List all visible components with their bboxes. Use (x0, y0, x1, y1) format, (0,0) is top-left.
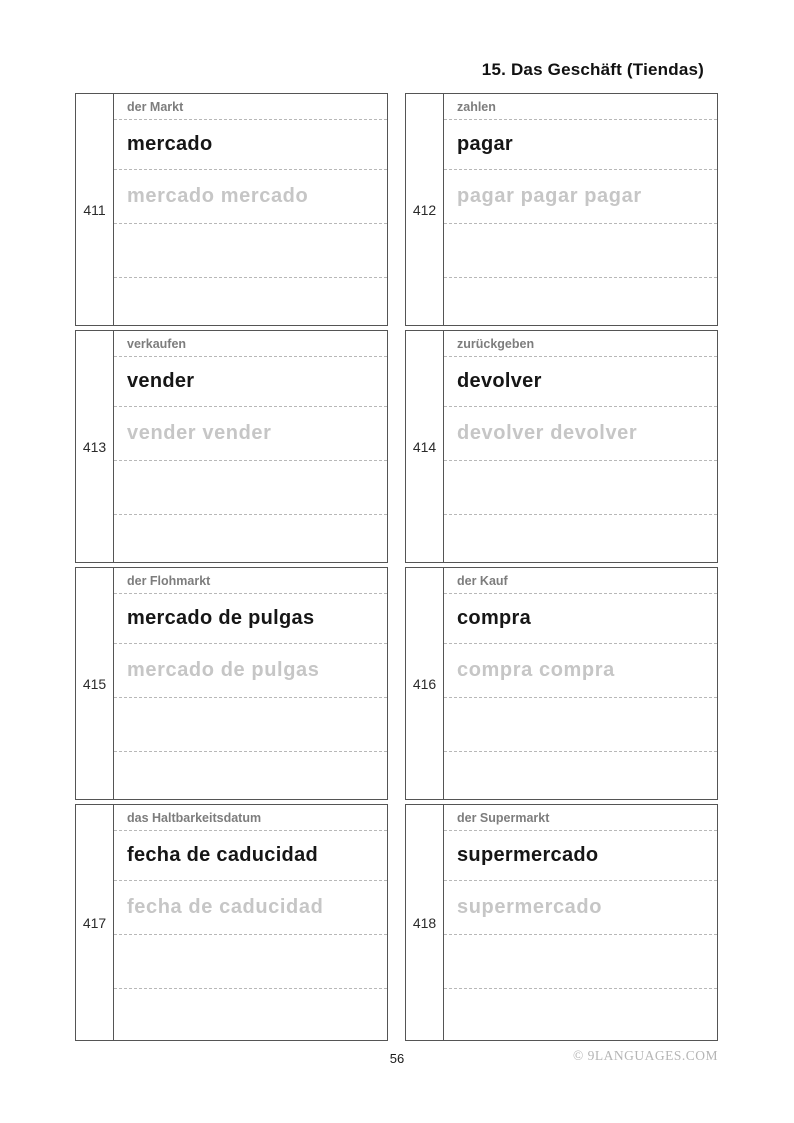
copyright-notice: © 9LANGUAGES.COM (572, 1048, 718, 1063)
writing-line (444, 752, 717, 799)
practice-text: supermercado (444, 881, 717, 935)
page-title: 15. Das Geschäft (Tiendas) (481, 60, 704, 79)
spanish-term: pagar (444, 120, 717, 170)
page-number: 56 (389, 1051, 405, 1066)
spanish-term: compra (444, 594, 717, 644)
german-term: verkaufen (114, 331, 387, 357)
writing-line (114, 989, 387, 1040)
card-number: 414 (406, 331, 444, 562)
card-number: 417 (76, 805, 114, 1040)
german-term: das Haltbarkeitsdatum (114, 805, 387, 831)
card-content (444, 805, 717, 1040)
card-number: 413 (76, 331, 114, 562)
flashcard-413 (75, 330, 388, 563)
flashcard-416 (405, 567, 718, 800)
german-term: der Supermarkt (444, 805, 717, 831)
writing-line (114, 935, 387, 989)
writing-line (444, 989, 717, 1040)
practice-text: fecha de caducidad (114, 881, 387, 935)
card-number: 418 (406, 805, 444, 1040)
practice-text: vender vender (114, 407, 387, 461)
practice-text: devolver devolver (444, 407, 717, 461)
spanish-term: mercado (114, 120, 387, 170)
flashcard-415 (75, 567, 388, 800)
card-number: 411 (76, 94, 114, 325)
card-number: 416 (406, 568, 444, 799)
writing-line (444, 935, 717, 989)
spanish-term: devolver (444, 357, 717, 407)
writing-line (444, 698, 717, 752)
writing-line (114, 461, 387, 515)
card-content (114, 331, 387, 562)
german-term: der Markt (114, 94, 387, 120)
card-number: 412 (406, 94, 444, 325)
card-content (444, 94, 717, 325)
flashcard-411 (75, 93, 388, 326)
flashcard-412 (405, 93, 718, 326)
flashcard-418 (405, 804, 718, 1041)
practice-text: mercado de pulgas (114, 644, 387, 698)
flashcard-417 (75, 804, 388, 1041)
writing-line (114, 698, 387, 752)
writing-line (114, 224, 387, 278)
card-content (114, 568, 387, 799)
german-term: der Kauf (444, 568, 717, 594)
spanish-term: fecha de caducidad (114, 831, 387, 881)
practice-text: mercado mercado (114, 170, 387, 224)
card-content (444, 568, 717, 799)
flashcard-grid (75, 93, 718, 1041)
german-term: zurückgeben (444, 331, 717, 357)
writing-line (114, 515, 387, 562)
card-content (114, 805, 387, 1040)
writing-line (444, 224, 717, 278)
spanish-term: mercado de pulgas (114, 594, 387, 644)
card-number: 415 (76, 568, 114, 799)
german-term: zahlen (444, 94, 717, 120)
flashcard-414 (405, 330, 718, 563)
german-term: der Flohmarkt (114, 568, 387, 594)
writing-line (444, 278, 717, 325)
writing-line (444, 515, 717, 562)
writing-line (444, 461, 717, 515)
spanish-term: vender (114, 357, 387, 407)
card-content (114, 94, 387, 325)
writing-line (114, 752, 387, 799)
writing-line (114, 278, 387, 325)
spanish-term: supermercado (444, 831, 717, 881)
practice-text: compra compra (444, 644, 717, 698)
card-content (444, 331, 717, 562)
practice-text: pagar pagar pagar (444, 170, 717, 224)
